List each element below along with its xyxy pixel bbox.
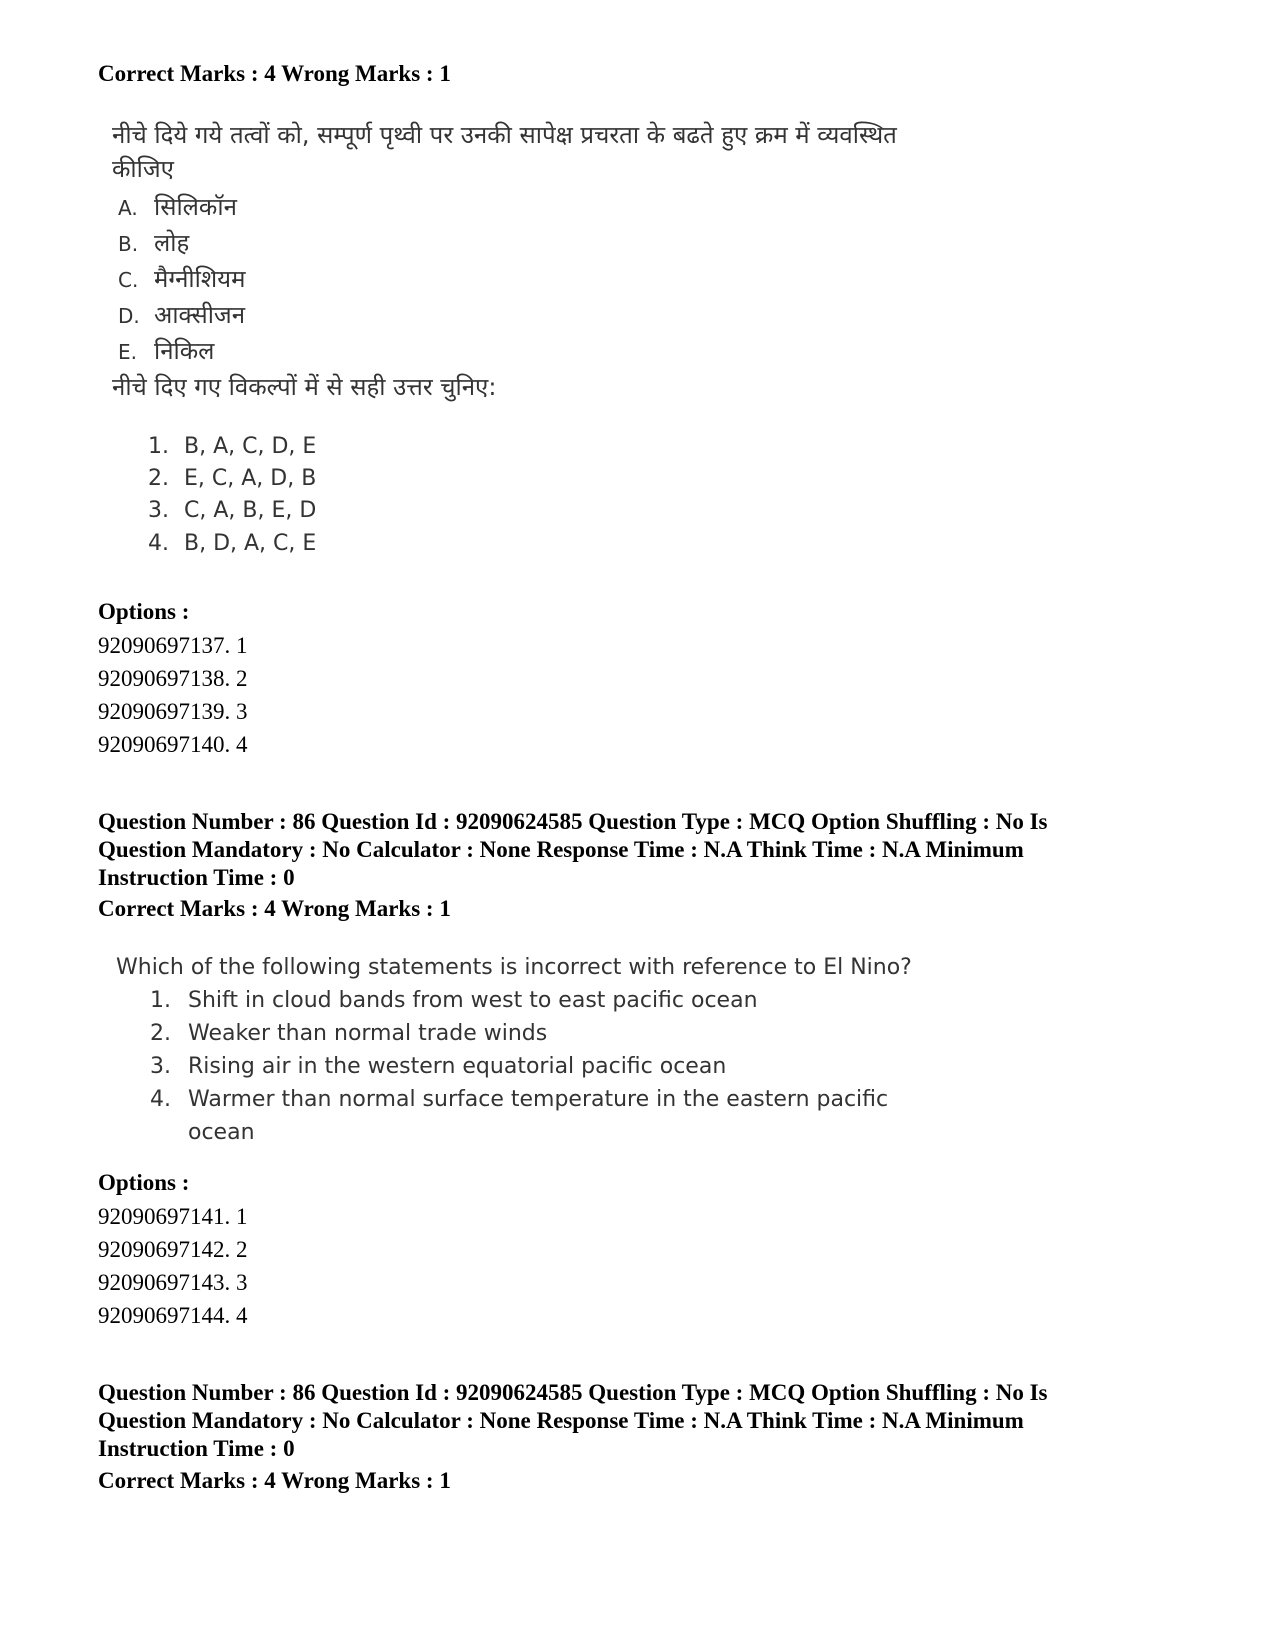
question-meta <box>98 1379 1178 1463</box>
question-meta-line-1: Question Number : 86 Question Id : 92090624585 Question Type : MCQ Option Shuffling : No Is <box>98 809 1048 834</box>
question-meta-line-2: Question Mandatory : No Calculator : None Response Time : N.A Think Time : N.A Minimum <box>98 837 1024 862</box>
choice-item: 4. B, D, A, C, E <box>148 531 317 556</box>
option-line: 92090697143. 3 <box>98 1270 248 1295</box>
choice-item-continuation: ocean <box>188 1120 255 1145</box>
choice-item: 3. Rising air in the western equatorial pacific ocean <box>150 1054 727 1079</box>
choice-item: 1. B, A, C, D, E <box>148 434 317 459</box>
option-line: 92090697139. 3 <box>98 699 248 724</box>
question-meta-line-3: Instruction Time : 0 <box>98 1436 295 1461</box>
choice-item: 2. Weaker than normal trade winds <box>150 1021 548 1046</box>
question-meta-line-1: Question Number : 86 Question Id : 92090624585 Question Type : MCQ Option Shuffling : No Is <box>98 1380 1048 1405</box>
choice-item: 4. Warmer than normal surface temperature in the eastern pacific <box>150 1087 889 1112</box>
correct-wrong-marks: Correct Marks : 4 Wrong Marks : 1 <box>98 61 451 86</box>
element-list <box>118 190 245 370</box>
element-item-d: D. आक्सीजन <box>118 301 246 329</box>
question-meta-line-3: Instruction Time : 0 <box>98 865 295 890</box>
options-heading: Options : <box>98 599 190 624</box>
correct-wrong-marks: Correct Marks : 4 Wrong Marks : 1 <box>98 896 451 921</box>
option-line: 92090697144. 4 <box>98 1303 248 1328</box>
options-heading: Options : <box>98 1170 190 1195</box>
option-line: 92090697140. 4 <box>98 732 248 757</box>
choose-answer-prompt: नीचे दिए गए विकल्पों में से सही उत्तर चुनिए: <box>112 373 497 401</box>
choice-item: 2. E, C, A, D, B <box>148 466 317 491</box>
choice-item: 1. Shift in cloud bands from west to east pacific ocean <box>150 988 758 1013</box>
option-line: 92090697141. 1 <box>98 1204 248 1229</box>
option-line: 92090697142. 2 <box>98 1237 248 1262</box>
option-line: 92090697137. 1 <box>98 633 248 658</box>
question-stem-line-2: कीजिए <box>112 155 174 183</box>
element-item-b: B. लोह <box>118 229 190 257</box>
element-item-a: A. सिलिकॉन <box>118 193 237 221</box>
element-item-e: E. निकिल <box>118 337 215 365</box>
question-meta <box>98 808 1178 892</box>
option-line: 92090697138. 2 <box>98 666 248 691</box>
question-stem-line-1: नीचे दिये गये तत्वों को, सम्पूर्ण पृथ्वी पर उनकी सापेक्ष प्रचरता के बढते हुए क्रम में व्यवस्थित <box>112 121 897 149</box>
element-item-c: C. मैग्नीशियम <box>118 265 246 293</box>
correct-wrong-marks: Correct Marks : 4 Wrong Marks : 1 <box>98 1468 451 1493</box>
question-stem: Which of the following statements is incorrect with reference to El Nino? <box>116 955 912 980</box>
choice-item: 3. C, A, B, E, D <box>148 498 317 523</box>
question-meta-line-2: Question Mandatory : No Calculator : None Response Time : N.A Think Time : N.A Minimum <box>98 1408 1024 1433</box>
